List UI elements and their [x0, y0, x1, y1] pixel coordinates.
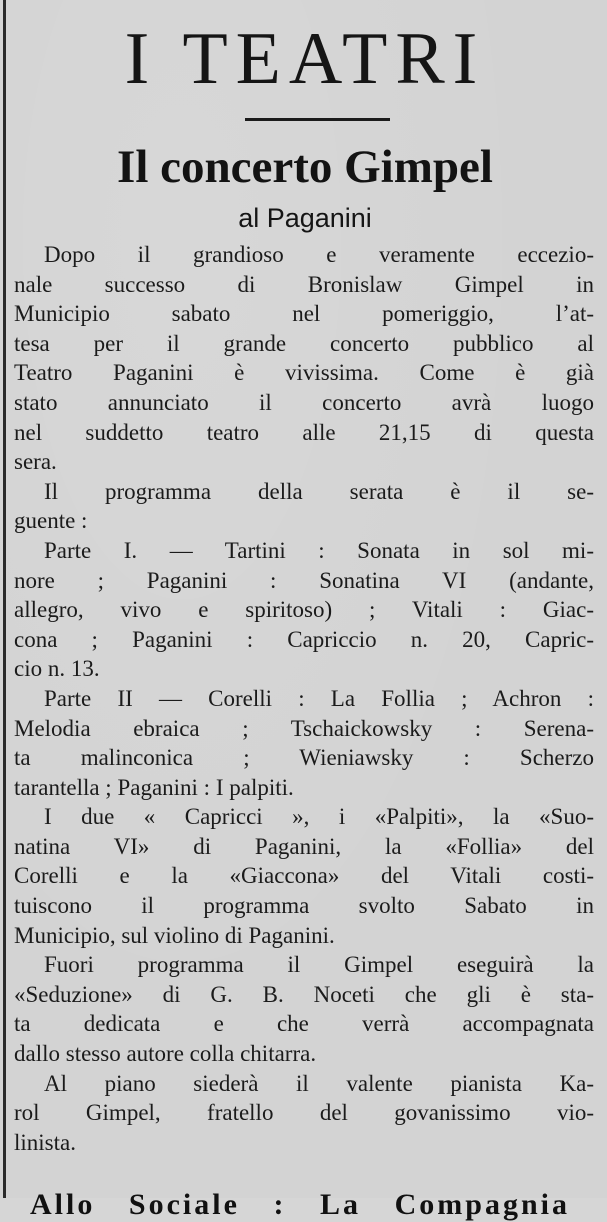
article-line: tuiscono il programma svolto Sabato in — [14, 893, 594, 919]
section-masthead: I TEATRI — [124, 18, 486, 100]
article-line: Dopo il grandioso e veramente eccezio- — [44, 242, 594, 267]
article-line: Municipio, sul violino di Paganini. — [14, 922, 335, 948]
article-line: I due « Capricci », i «Palpiti», la «Suo- — [44, 804, 594, 830]
article-line: Fuori programma il Gimpel eseguirà la — [44, 952, 594, 978]
article-line: dallo stesso autore colla chitarra. — [14, 1041, 317, 1067]
article-line: Corelli e la «Giaccona» del Vitali costi- — [14, 863, 594, 889]
article-line: «Seduzione» di G. B. Noceti che gli è sta- — [14, 981, 594, 1007]
article-line: Melodia ebraica ; Tschaickowsky : Serena- — [14, 715, 594, 741]
next-article-headline-cut — [30, 1186, 570, 1221]
article-body — [14, 240, 594, 1157]
article-line: stato annunciato il concerto avrà luogo — [14, 389, 594, 415]
article-line: ta malinconica ; Wieniawsky : Scherzo — [14, 745, 594, 771]
article-line: cio n. 13. — [14, 656, 100, 682]
masthead-divider — [245, 118, 390, 121]
article-line: Parte II — Corelli : La Follia ; Achron : — [44, 685, 594, 711]
article-line: natina VI» di Paganini, la «Follia» del — [14, 833, 594, 859]
article-line: Municipio sabato nel pomeriggio, l’at- — [14, 301, 594, 327]
article-line: Il programma della serata è il se- — [44, 478, 594, 504]
article-line: linista. — [14, 1129, 76, 1155]
article-line: tarantella ; Paganini : I palpiti. — [14, 774, 294, 800]
article-line: nale successo di Bronislaw Gimpel in — [14, 271, 594, 297]
article-line: Teatro Paganini è vivissima. Come è già — [14, 360, 594, 386]
article-line: ta dedicata e che verrà accompagnata — [14, 1011, 594, 1037]
next-headline-fragment: Allo Sociale : La Compagnia — [30, 1188, 570, 1221]
article-line: rol Gimpel, fratello del govanissimo vio- — [14, 1100, 594, 1126]
article-line: sera. — [14, 449, 57, 475]
article-line: guente : — [14, 508, 88, 534]
article-subheadline: al Paganini — [238, 203, 372, 233]
article-line: Parte I. — Tartini : Sonata in sol mi- — [44, 537, 594, 563]
column-rule — [3, 0, 6, 1198]
article-line: Al piano siederà il valente pianista Ka- — [44, 1070, 594, 1096]
article-line: allegro, vivo e spiritoso) ; Vitali : Giac- — [14, 597, 594, 623]
article-line: nore ; Paganini : Sonatina VI (andante, — [14, 567, 594, 593]
article-line: cona ; Paganini : Capriccio n. 20, Capric- — [14, 626, 594, 652]
article-line: nel suddetto teatro alle 21,15 di questa — [14, 419, 594, 445]
article-headline: Il concerto Gimpel — [117, 141, 493, 193]
article-line: tesa per il grande concerto pubblico al — [14, 330, 594, 356]
